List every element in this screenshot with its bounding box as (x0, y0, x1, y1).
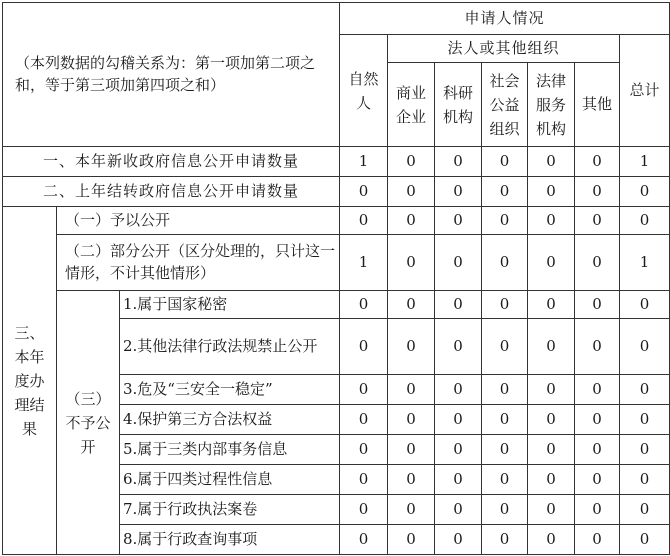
cell-value: 0 (388, 207, 435, 235)
cell-value: 0 (482, 147, 528, 177)
cell-value: 0 (620, 207, 670, 235)
col-public-welfare: 社会公益组织 (482, 63, 528, 147)
cell-value: 0 (482, 319, 528, 375)
cell-value: 0 (388, 525, 435, 555)
cell-value: 0 (575, 405, 620, 435)
cell-value: 0 (482, 465, 528, 495)
cell-value: 0 (528, 435, 575, 465)
cell-value: 0 (575, 207, 620, 235)
cell-value: 0 (528, 495, 575, 525)
cell-value: 0 (482, 207, 528, 235)
col-research: 科研机构 (435, 63, 482, 147)
cell-value: 0 (482, 375, 528, 405)
cell-value: 0 (482, 405, 528, 435)
cell-value: 0 (435, 235, 482, 291)
cell-value: 0 (482, 435, 528, 465)
cell-value: 1 (340, 235, 388, 291)
cell-value: 0 (528, 375, 575, 405)
row-label: 3.危及“三安全一稳定” (120, 375, 340, 405)
cell-value: 0 (435, 177, 482, 207)
row-label: 6.属于四类过程性信息 (120, 465, 340, 495)
cell-value: 0 (620, 495, 670, 525)
cell-value: 0 (388, 147, 435, 177)
cell-value: 0 (435, 207, 482, 235)
cell-value: 0 (575, 435, 620, 465)
row-label: （二）部分公开（区分处理的，只计这一情形，不计其他情形） (57, 235, 340, 291)
cell-value: 0 (435, 495, 482, 525)
cell-value: 0 (482, 177, 528, 207)
cell-value: 0 (340, 465, 388, 495)
cell-value: 0 (340, 495, 388, 525)
cell-value: 0 (575, 375, 620, 405)
cell-value: 0 (435, 375, 482, 405)
header-note: （本列数据的勾稽关系为：第一项加第二项之和，等于第三项加第四项之和） (3, 3, 340, 147)
cell-value: 0 (482, 291, 528, 319)
cell-value: 0 (575, 525, 620, 555)
cell-value: 0 (620, 319, 670, 375)
cell-value: 0 (528, 319, 575, 375)
row-label: 2.其他法律行政法规禁止公开 (120, 319, 340, 375)
cell-value: 0 (340, 207, 388, 235)
cell-value: 0 (435, 435, 482, 465)
cell-value: 0 (575, 177, 620, 207)
table-row (3, 291, 670, 319)
header-applicant-situation: 申请人情况 (340, 3, 670, 35)
cell-value: 0 (435, 319, 482, 375)
row-label: 一、本年新收政府信息公开申请数量 (3, 147, 340, 177)
cell-value: 0 (528, 405, 575, 435)
cell-value: 0 (388, 177, 435, 207)
cell-value: 0 (435, 525, 482, 555)
table-row (3, 235, 670, 291)
cell-value: 0 (620, 405, 670, 435)
cell-value: 0 (620, 177, 670, 207)
cell-value: 0 (340, 375, 388, 405)
cell-value: 0 (575, 465, 620, 495)
cell-value: 0 (388, 319, 435, 375)
col-legal-service: 法律服务机构 (528, 63, 575, 147)
cell-value: 0 (528, 207, 575, 235)
cell-value: 0 (482, 495, 528, 525)
cell-value: 0 (528, 291, 575, 319)
col-natural-person: 自然人 (340, 35, 388, 147)
cell-value: 0 (388, 435, 435, 465)
table-row (3, 177, 670, 207)
cell-value: 0 (388, 465, 435, 495)
row-label: 7.属于行政执法案卷 (120, 495, 340, 525)
cell-value: 0 (340, 291, 388, 319)
cell-value: 1 (340, 147, 388, 177)
row-label: 1.属于国家秘密 (120, 291, 340, 319)
cell-value: 1 (620, 235, 670, 291)
table-row (3, 147, 670, 177)
cell-value: 0 (620, 435, 670, 465)
cell-value: 0 (340, 319, 388, 375)
cell-value: 0 (388, 291, 435, 319)
cell-value: 0 (340, 435, 388, 465)
col-other: 其他 (575, 63, 620, 147)
cell-value: 0 (528, 465, 575, 495)
cell-value: 0 (528, 147, 575, 177)
row-label: 5.属于三类内部事务信息 (120, 435, 340, 465)
cell-value: 0 (388, 405, 435, 435)
cell-value: 0 (575, 291, 620, 319)
cell-value: 0 (528, 177, 575, 207)
cell-value: 0 (620, 291, 670, 319)
refuse-label: （三）不予公开 (57, 291, 120, 555)
cell-value: 0 (340, 177, 388, 207)
cell-value: 0 (435, 405, 482, 435)
row-label: 4.保护第三方合法权益 (120, 405, 340, 435)
header-legal-group: 法人或其他组织 (388, 35, 620, 63)
section3-label: 三、本年度办理结果 (3, 207, 57, 555)
cell-value: 0 (575, 147, 620, 177)
cell-value: 0 (620, 375, 670, 405)
cell-value: 0 (620, 465, 670, 495)
cell-value: 0 (340, 405, 388, 435)
row-label: 二、上年结转政府信息公开申请数量 (3, 177, 340, 207)
row-label: 8.属于行政查询事项 (120, 525, 340, 555)
cell-value: 0 (340, 525, 388, 555)
cell-value: 0 (482, 525, 528, 555)
cell-value: 0 (388, 495, 435, 525)
cell-value: 0 (575, 319, 620, 375)
cell-value: 0 (575, 235, 620, 291)
cell-value: 0 (388, 235, 435, 291)
col-total: 总计 (620, 35, 670, 147)
table-row (3, 207, 670, 235)
cell-value: 0 (435, 291, 482, 319)
cell-value: 0 (435, 465, 482, 495)
cell-value: 0 (575, 495, 620, 525)
cell-value: 0 (388, 375, 435, 405)
cell-value: 0 (482, 235, 528, 291)
row-label: （一）予以公开 (57, 207, 340, 235)
disclosure-statistics-table (2, 2, 670, 555)
cell-value: 0 (528, 525, 575, 555)
cell-value: 1 (620, 147, 670, 177)
cell-value: 0 (620, 525, 670, 555)
col-business: 商业企业 (388, 63, 435, 147)
cell-value: 0 (435, 147, 482, 177)
cell-value: 0 (528, 235, 575, 291)
